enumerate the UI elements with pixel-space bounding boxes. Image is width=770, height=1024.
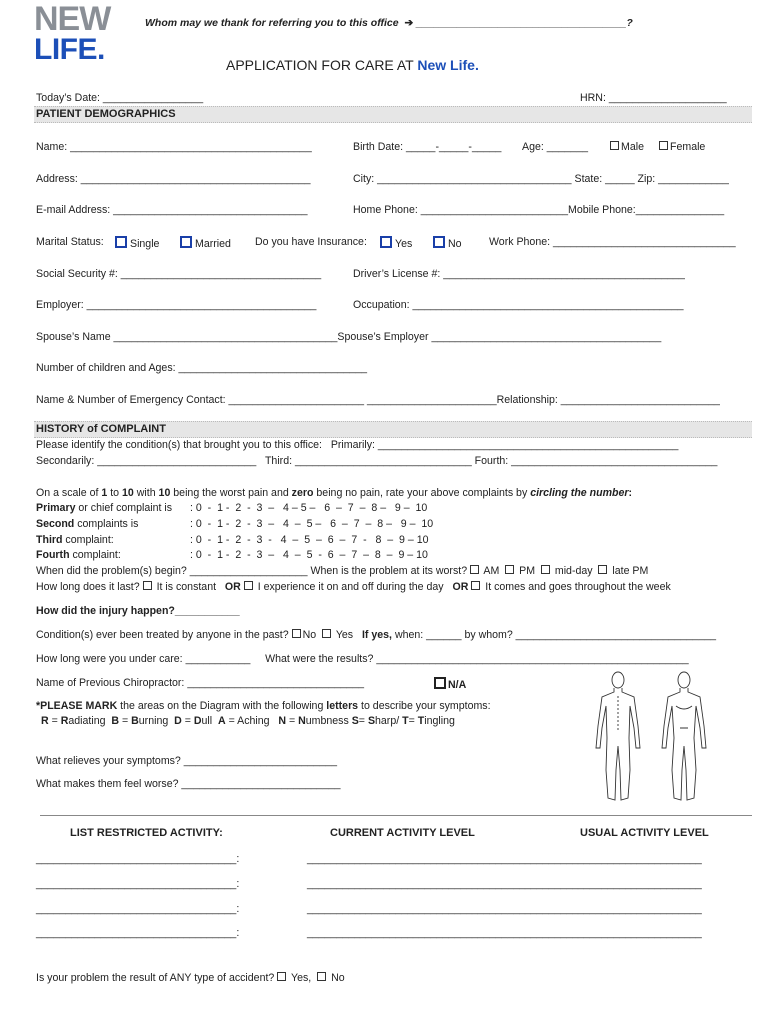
no-label: No — [448, 238, 462, 250]
emergency-contact-field[interactable]: Name & Number of Emergency Contact: _______________________ ______________________Relationship: ___________________________ — [36, 394, 720, 406]
current-activity-header: CURRENT ACTIVITY LEVEL — [330, 827, 475, 839]
pain-row-fourth-scale[interactable]: : 0 - 1 - 2 - 3 – 4 – 5 - 6 – 7 – 8 – 9 – 10 — [190, 549, 428, 561]
ssn-field[interactable]: Social Security #: __________________________________ — [36, 268, 322, 280]
pain-row-second-scale[interactable]: : 0 - 1 - 2 - 3 – 4 – 5 – 6 – 7 – 8 – 9 – 10 — [190, 518, 434, 530]
checkbox-icon[interactable] — [505, 565, 514, 574]
female-checkbox[interactable] — [659, 141, 705, 154]
license-field[interactable]: Driver’s License #: _________________________________________ — [353, 268, 685, 280]
referral-text: Whom may we thank for referring you to this office — [145, 17, 399, 29]
pain-row-primary-label: Primary or chief complaint is — [36, 502, 173, 514]
body-back-figure[interactable] — [596, 672, 640, 800]
checkbox-icon[interactable] — [541, 565, 550, 574]
pain-row-third-scale[interactable]: : 0 - 1 - 2 - 3 - 4 – 5 – 6 – 7 - 8 – 9 – 10 — [190, 534, 429, 546]
single-label: Single — [130, 238, 160, 250]
checkbox-icon[interactable] — [317, 972, 326, 981]
activity-level-3[interactable]: ___________________________________________________________________ — [307, 903, 702, 915]
pain-row-primary-scale[interactable]: : 0 - 1 - 2 - 3 – 4 – 5 – 6 – 7 – 8 – 9 – 10 — [190, 502, 428, 514]
insurance-label: Do you have Insurance: — [255, 236, 367, 248]
relieves-field[interactable]: What relieves your symptoms? __________________________ — [36, 755, 337, 767]
restricted-activity-header: LIST RESTRICTED ACTIVITY: — [70, 827, 223, 839]
age-field[interactable]: Age: _______ — [522, 141, 588, 153]
checkbox-icon[interactable] — [244, 581, 253, 590]
checkbox-icon[interactable] — [143, 581, 152, 590]
checkbox-icon[interactable] — [598, 565, 607, 574]
insurance-no-checkbox[interactable] — [433, 236, 462, 251]
body-front-figure[interactable] — [662, 672, 706, 800]
checkbox-icon[interactable] — [292, 629, 301, 638]
treated-field[interactable]: Condition(s) ever been treated by anyone in the past? No Yes If yes, when: ______ by whom? __________________________________ — [36, 629, 716, 641]
how-long-field[interactable]: How long does it last? It is constant OR I experience it on and off during the day OR It comes and goes throughout the week — [36, 581, 671, 593]
insurance-yes-checkbox[interactable] — [380, 236, 412, 251]
spouse-field[interactable]: Spouse’s Name ______________________________________Spouse’s Employer _______________________________________ — [36, 331, 662, 343]
section-demographics-label: PATIENT DEMOGRAPHICS — [36, 108, 176, 120]
body-diagram[interactable] — [588, 666, 724, 806]
pain-scale-intro: On a scale of 1 to 10 with 10 being the worst pain and zero being no pain, rate your above complaints by circling the number: — [36, 487, 633, 499]
section-history-label: HISTORY of COMPLAINT — [36, 423, 166, 435]
logo-life: LIFE. — [34, 33, 105, 66]
yes-label: Yes — [395, 238, 413, 250]
employer-field[interactable]: Employer: _______________________________________ — [36, 299, 317, 311]
injury-field[interactable]: How did the injury happen?___________ — [36, 605, 240, 617]
todays-date-field[interactable]: Today’s Date: _________________ — [36, 92, 204, 104]
occupation-field[interactable]: Occupation: ______________________________________________ — [353, 299, 684, 311]
restricted-activity-2[interactable]: __________________________________: — [36, 878, 240, 890]
checkbox-icon[interactable] — [659, 141, 668, 150]
checkbox-icon[interactable] — [277, 972, 286, 981]
referral-blank[interactable]: ____________________________________? — [413, 17, 633, 29]
children-field[interactable]: Number of children and Ages: ________________________________ — [36, 362, 368, 374]
checkbox-icon[interactable] — [322, 629, 331, 638]
page-title — [226, 56, 479, 74]
logo-new: NEW — [34, 0, 111, 38]
title-brand: New Life. — [417, 57, 479, 73]
hrn-field[interactable]: HRN: ____________________ — [580, 92, 727, 104]
male-label: Male — [621, 141, 644, 153]
section-demographics — [34, 106, 752, 123]
primary-condition-field[interactable]: Please identify the condition(s) that brought you to this office: Primarily: ___________________________________________________ — [36, 439, 679, 451]
married-label: Married — [195, 238, 231, 250]
referral-line[interactable] — [145, 17, 633, 30]
chiropractor-field[interactable]: Name of Previous Chiropractor: ______________________________ — [36, 677, 365, 689]
checkbox-icon[interactable] — [115, 236, 127, 248]
title-main: APPLICATION FOR CARE AT — [226, 57, 418, 73]
address-field[interactable]: Address: _______________________________________ — [36, 173, 311, 185]
checkbox-icon[interactable] — [380, 236, 392, 248]
married-checkbox[interactable] — [180, 236, 231, 251]
work-phone-field[interactable]: Work Phone: _______________________________ — [489, 236, 736, 248]
phone-field[interactable]: Home Phone: _________________________Mobile Phone:_______________ — [353, 204, 725, 216]
pain-row-second-label: Second complaints is — [36, 518, 139, 530]
checkbox-icon[interactable] — [470, 565, 479, 574]
restricted-activity-1[interactable]: __________________________________: — [36, 853, 240, 865]
arrow-icon: ➔ — [404, 17, 414, 29]
symptom-legend: R = Radiating B = Burning D = Dull A = Aching N = Numbness S= Sharp/ T= Tingling — [41, 715, 455, 727]
other-conditions-field[interactable]: Secondarily: ___________________________ Third: ______________________________ Fourth: ___________________________________ — [36, 455, 718, 467]
restricted-activity-3[interactable]: __________________________________: — [36, 903, 240, 915]
na-label: N/A — [448, 679, 467, 691]
single-checkbox[interactable] — [115, 236, 159, 251]
when-begin-field[interactable]: When did the problem(s) begin? ____________________ When is the problem at its worst? AM PM mid-day late PM — [36, 565, 649, 577]
male-checkbox[interactable] — [610, 141, 644, 154]
na-checkbox[interactable] — [434, 677, 466, 692]
email-field[interactable]: E-mail Address: _________________________________ — [36, 204, 308, 216]
birth-date-field[interactable]: Birth Date: _____-_____-_____ — [353, 141, 502, 153]
checkbox-icon[interactable] — [610, 141, 619, 150]
usual-activity-header: USUAL ACTIVITY LEVEL — [580, 827, 709, 839]
female-label: Female — [670, 141, 706, 153]
activity-level-4[interactable]: ___________________________________________________________________ — [307, 927, 702, 939]
name-field[interactable]: Name: _________________________________________ — [36, 141, 312, 153]
checkbox-icon[interactable] — [434, 677, 446, 689]
city-state-zip-field[interactable]: City: _________________________________ State: _____ Zip: ____________ — [353, 173, 729, 185]
section-history — [34, 421, 752, 438]
checkbox-icon[interactable] — [433, 236, 445, 248]
pain-row-fourth-label: Fourth complaint: — [36, 549, 121, 561]
pain-row-third-label: Third complaint: — [36, 534, 114, 546]
under-care-field[interactable]: How long were you under care: ___________ What were the results? _____________________________________________________ — [36, 653, 689, 665]
marital-status-label: Marital Status: — [36, 236, 104, 248]
checkbox-icon[interactable] — [471, 581, 480, 590]
checkbox-icon[interactable] — [180, 236, 192, 248]
worse-field[interactable]: What makes them feel worse? ___________________________ — [36, 778, 341, 790]
divider — [40, 815, 752, 816]
please-mark-instruction: *PLEASE MARK the areas on the Diagram with the following letters to describe your symptoms: — [36, 700, 491, 712]
restricted-activity-4[interactable]: __________________________________: — [36, 927, 240, 939]
activity-level-1[interactable]: ___________________________________________________________________ — [307, 853, 702, 865]
activity-level-2[interactable]: ___________________________________________________________________ — [307, 878, 702, 890]
accident-question[interactable]: Is your problem the result of ANY type of accident? Yes, No — [36, 972, 345, 984]
